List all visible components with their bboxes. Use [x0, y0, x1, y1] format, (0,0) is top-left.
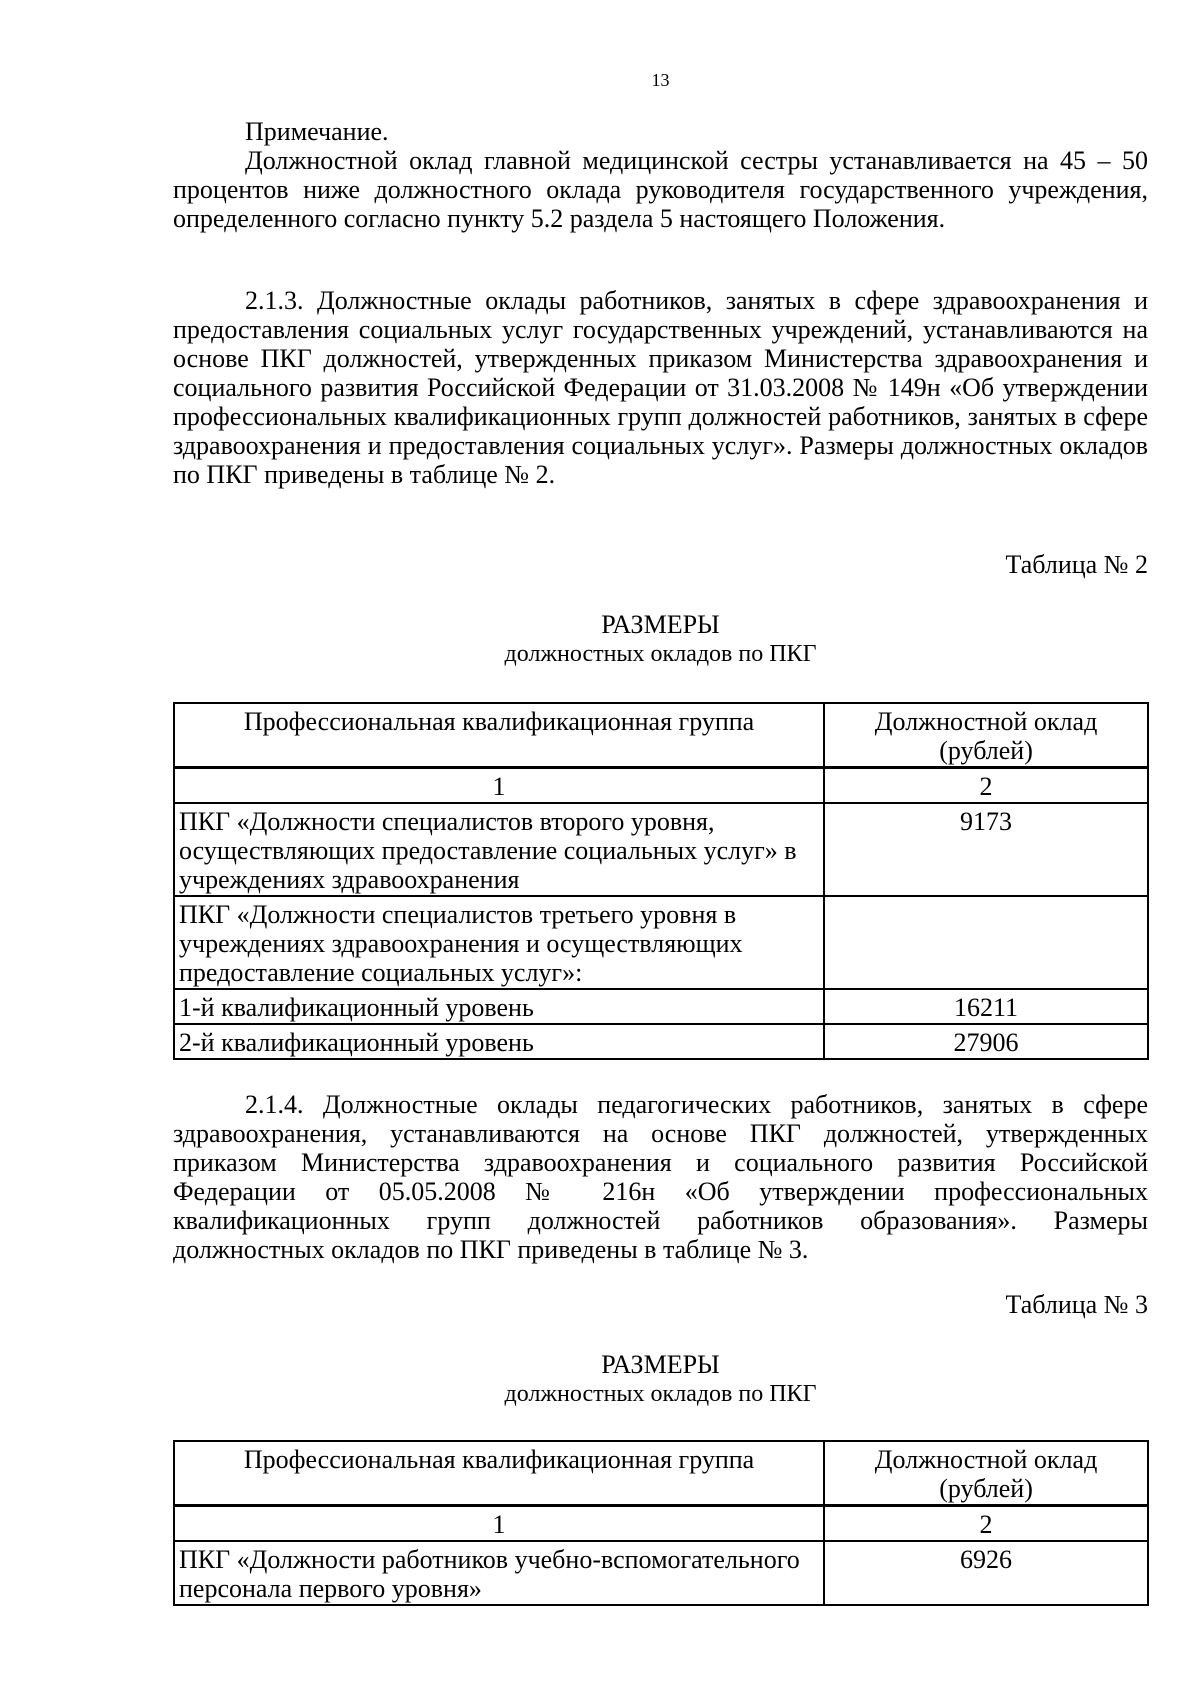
table-2-row-3-salary: 16211 [824, 989, 1148, 1024]
table-row [174, 1541, 1148, 1605]
table-2-number-col1: 1 [174, 768, 824, 804]
table-row [174, 989, 1148, 1024]
table-2-caption: Таблица № 2 [1005, 550, 1148, 579]
table-2-header-salary: Должностной оклад (рублей) [824, 703, 1148, 768]
table-2-number-col2: 2 [824, 768, 1148, 804]
table-2-number-row [174, 768, 1148, 804]
table-2-subheading: должностных окладов по ПКГ [504, 641, 817, 667]
table-2-heading: РАЗМЕРЫ [601, 610, 720, 639]
table-3-subheading: должностных окладов по ПКГ [504, 1381, 817, 1407]
note-text: Должностной оклад главной медицинской сестры устанавливается на 45 – 50 процентов ниже должностного оклада руководителя государственного учреждения, определенного согласно пункту 5.2 раздела 5 настоящего Положения. [173, 146, 1148, 233]
table-3-header-row [174, 1441, 1148, 1506]
table-3-number-col1: 1 [174, 1506, 824, 1542]
note-title: Примечание. [245, 117, 389, 146]
table-row [174, 1024, 1148, 1059]
table-3-number-col2: 2 [824, 1506, 1148, 1542]
table-2 [173, 702, 1149, 1060]
table-2-row-4-group: 2-й квалификационный уровень [174, 1024, 824, 1059]
table-3-heading: РАЗМЕРЫ [601, 1350, 720, 1379]
table-2-row-1-salary: 9173 [824, 803, 1148, 896]
page-number: 13 [651, 70, 670, 90]
table-2-row-2-salary [824, 896, 1148, 989]
table-3-caption: Таблица № 3 [1005, 1290, 1148, 1319]
table-3-header-salary: Должностной оклад (рублей) [824, 1441, 1148, 1506]
table-2-row-2-group: ПКГ «Должности специалистов третьего уровня в учреждениях здравоохранения и осуществляющих предоставление социальных услуг»: [174, 896, 824, 989]
table-2-row-3-group: 1-й квалификационный уровень [174, 989, 824, 1024]
section-2-1-4-text: 2.1.4. Должностные оклады педагогических работников, занятых в сфере здравоохранения, устанавливаются на основе ПКГ должностей, утвержденных приказом Министерства здравоохранения и социального развития Российской Федерации от 05.05.2008 № 216н «Об утверждении профессиональных квалификационных групп должностей работников образования». Размеры должностных окладов по ПКГ приведены в таблице № 3. [173, 1090, 1148, 1264]
table-3-header-group: Профессиональная квалификационная группа [174, 1441, 824, 1506]
table-row [174, 896, 1148, 989]
table-3-row-1-group: ПКГ «Должности работников учебно-вспомогательного персонала первого уровня» [174, 1541, 824, 1605]
table-3 [173, 1440, 1149, 1606]
table-2-header-group: Профессиональная квалификационная группа [174, 703, 824, 768]
table-2-header-row [174, 703, 1148, 768]
section-2-1-3-text: 2.1.3. Должностные оклады работников, занятых в сфере здравоохранения и предоставления социальных услуг государственных учреждений, устанавливаются на основе ПКГ должностей, утвержденных приказом Министерства здравоохранения и социального развития Российской Федерации от 31.03.2008 № 149н «Об утверждении профессиональных квалификационных групп должностей работников, занятых в сфере здравоохранения и предоставления социальных услуг». Размеры должностных окладов по ПКГ приведены в таблице № 2. [173, 286, 1148, 489]
table-2-row-1-group: ПКГ «Должности специалистов второго уровня, осуществляющих предоставление социальных услуг» в учреждениях здравоохранения [174, 803, 824, 896]
table-3-number-row [174, 1506, 1148, 1542]
table-3-row-1-salary: 6926 [824, 1541, 1148, 1605]
table-row [174, 803, 1148, 896]
table-2-row-4-salary: 27906 [824, 1024, 1148, 1059]
